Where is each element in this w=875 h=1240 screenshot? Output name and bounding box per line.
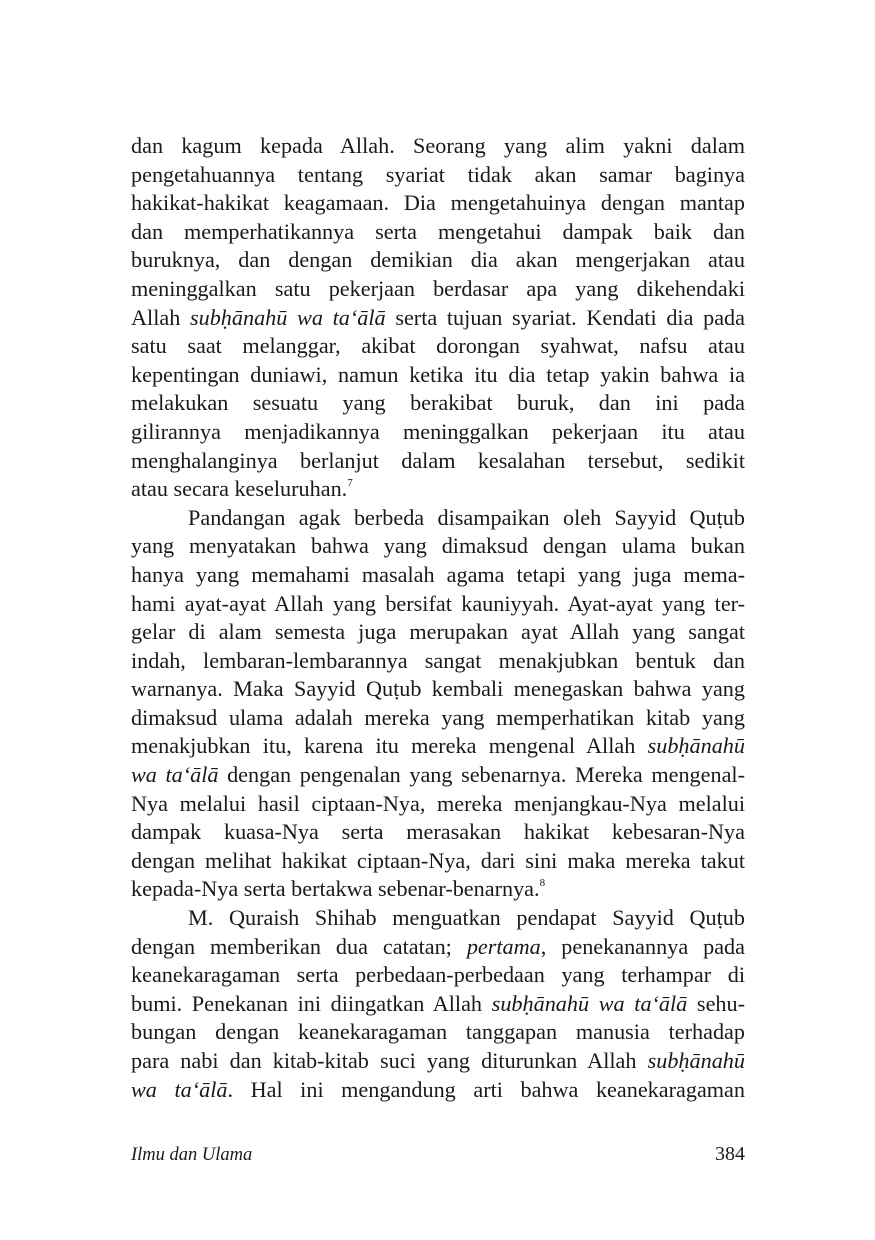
italic-term: wa ta‘ālā	[131, 1076, 228, 1102]
italic-term: subḥānahū wa ta‘ālā	[189, 304, 386, 330]
text-line	[131, 732, 745, 761]
page-footer	[131, 1143, 745, 1169]
text-line: gelar di alam semesta juga merupakan ayat Allah yang sangat	[131, 619, 745, 645]
text-run: . Hal ini mengandung arti bahwa keanekaragaman	[227, 1076, 745, 1102]
text-run: Allah	[131, 304, 190, 330]
text-run: dengan pengenalan yang sebenarnya. Mereka mengenal-	[218, 762, 745, 788]
text-line: keanekaragaman serta perbedaan-perbedaan yang terhampar di	[131, 962, 745, 988]
text-line	[131, 475, 745, 504]
text-line: pengetahuannya tentang syariat tidak akan samar baginya	[131, 161, 745, 187]
text-line: buruknya, dan dengan demikian dia akan mengerjakan atau	[131, 247, 745, 273]
footnote-marker: 7	[347, 477, 353, 490]
text-line	[131, 761, 745, 790]
text-run: menakjubkan itu, karena itu mereka mengenal Allah	[131, 733, 648, 759]
text-line: gilirannya menjadikannya meninggalkan pekerjaan itu atau	[131, 418, 745, 444]
text-line: bungan dengan keanekaragaman tanggapan manusia terhadap	[131, 1019, 745, 1045]
text-run: para nabi dan kitab-kitab suci yang diturunkan Allah	[131, 1048, 648, 1073]
text-line	[131, 1076, 745, 1105]
text-run: , penekanannya pada	[540, 933, 746, 959]
text-line: Pandangan agak berbeda disampaikan oleh Sayyid Quṭub	[188, 504, 745, 530]
text-line: dan memperhatikannya serta mengetahui dampak baik dan	[131, 218, 745, 244]
text-line: Nya melalui hasil ciptaan-Nya, mereka menjangkau-Nya melalui	[131, 790, 745, 816]
italic-term: subḥānahū	[647, 733, 745, 759]
text-line: melakukan sesuatu yang berakibat buruk, dan ini pada	[131, 390, 745, 416]
text-line: hanya yang memahami masalah agama tetapi yang juga mema-	[131, 561, 745, 587]
text-run: bumi. Penekanan ini diingatkan Allah	[131, 990, 492, 1016]
text-line: satu saat melanggar, akibat dorongan syahwat, nafsu atau	[131, 333, 745, 359]
page-number: 384	[715, 1143, 745, 1165]
text-line	[131, 1047, 745, 1076]
text-line: warnanya. Maka Sayyid Quṭub kembali menegaskan bahwa yang	[131, 676, 745, 702]
text-line: dan kagum kepada Allah. Seorang yang alim yakni dalam	[131, 133, 745, 158]
footnote-marker: 8	[539, 877, 546, 890]
text-line: dimaksud ulama adalah mereka yang memperhatikan kitab yang	[131, 704, 745, 730]
text-line	[131, 304, 745, 333]
text-line: menghalanginya berlanjut dalam kesalahan tersebut, sedikit	[131, 447, 745, 473]
text-run: kepada-Nya serta bertakwa sebenar-benarnya.	[131, 876, 540, 902]
italic-term: subḥānahū wa ta‘ālā	[491, 990, 688, 1016]
running-title: Ilmu dan Ulama	[131, 1145, 253, 1165]
text-line	[131, 933, 745, 962]
italic-term: pertama	[466, 933, 541, 959]
text-line	[131, 990, 745, 1019]
text-run: dengan memberikan dua catatan;	[131, 933, 467, 959]
text-line: dengan melihat hakikat ciptaan-Nya, dari sini maka mereka takut	[131, 847, 745, 873]
text-run: atau secara keseluruhan.	[131, 476, 348, 502]
text-run: serta tujuan syariat. Kendati dia pada	[385, 304, 745, 330]
text-line: yang menyatakan bahwa yang dimaksud dengan ulama bukan	[131, 533, 745, 559]
text-run: sehu-	[687, 990, 745, 1016]
text-line: indah, lembaran-lembarannya sangat menakjubkan bentuk dan	[131, 647, 745, 673]
text-line	[131, 875, 745, 904]
italic-term: wa ta‘ālā	[131, 762, 219, 788]
text-line: meninggalkan satu pekerjaan berdasar apa yang dikehendaki	[131, 275, 745, 301]
text-line: hakikat-hakikat keagamaan. Dia mengetahuinya dengan mantap	[131, 190, 745, 216]
text-line: hami ayat-ayat Allah yang bersifat kauniyyah. Ayat-ayat yang ter-	[131, 590, 745, 616]
italic-term: subḥānahū	[647, 1048, 745, 1073]
text-line: dampak kuasa-Nya serta merasakan hakikat kebesaran-Nya	[131, 819, 745, 845]
body-text	[131, 132, 745, 1104]
text-line: M. Quraish Shihab menguatkan pendapat Sayyid Quṭub	[188, 905, 745, 931]
text-line: kepentingan duniawi, namun ketika itu dia tetap yakin bahwa ia	[131, 361, 745, 387]
